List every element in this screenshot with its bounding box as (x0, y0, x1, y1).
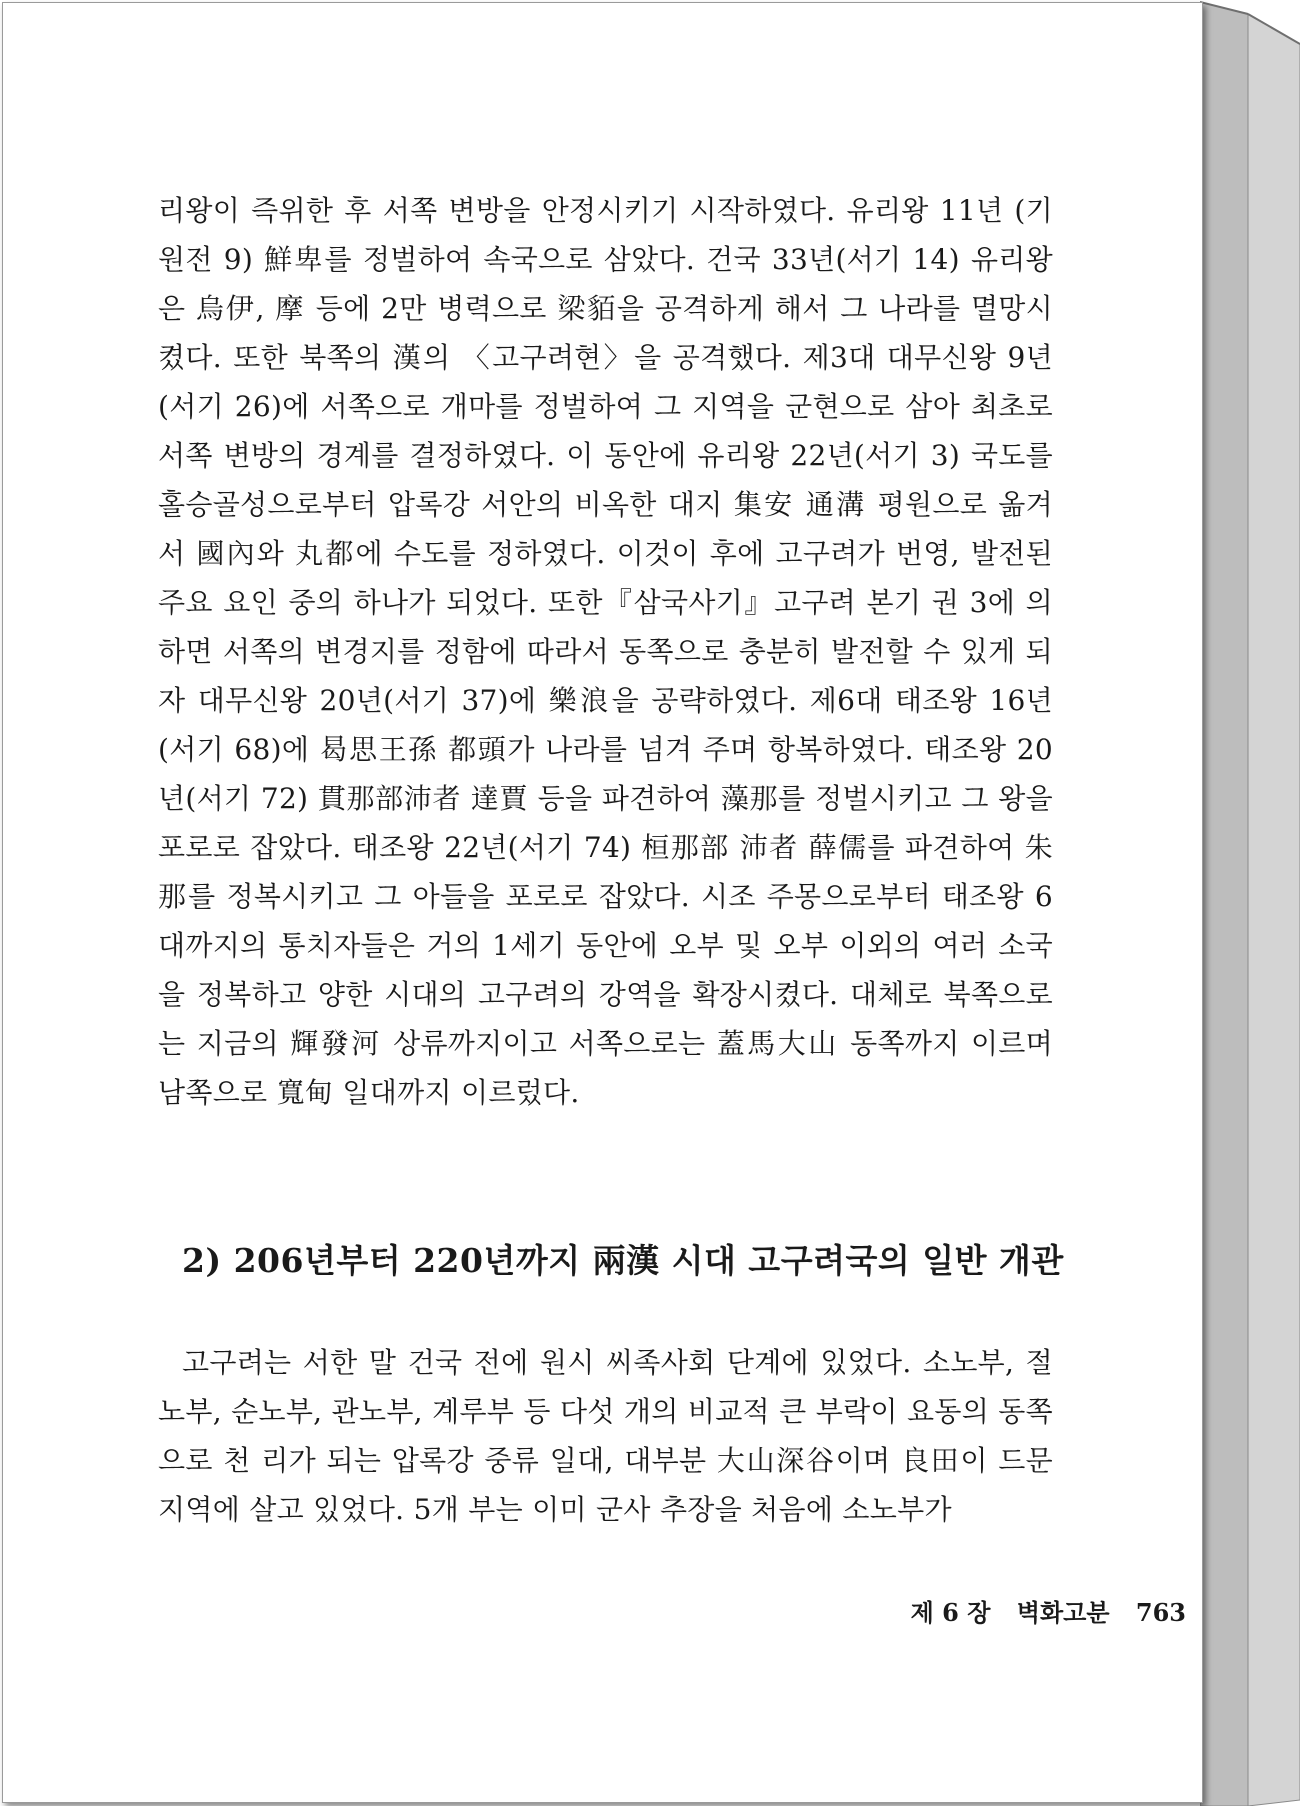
book-thickness-edge (1200, 0, 1300, 1806)
footer-chapter-title: 벽화고분 (1016, 1598, 1110, 1627)
section-heading: 2) 206년부터 220년까지 兩漢 시대 고구려국의 일반 개관 (182, 1241, 1064, 1280)
body-paragraph-2: 고구려는 서한 말 건국 전에 원시 씨족사회 단계에 있었다. 소노부, 절노부, 순노부, 관노부, 계루부 등 다섯 개의 비교적 큰 부락이 요동의 동쪽으로 천 리가 되는 압록강 중류 일대, 대부분 大山深谷이며 良田이 드문 지역에 살고 있었다. 5개 부는 이미 군사 추장을 처음에 소노부가 (158, 1346, 1053, 1526)
body-paragraph-1: 리왕이 즉위한 후 서쪽 변방을 안정시키기 시작하였다. 유리왕 11년 (기원전 9) 鮮卑를 정벌하여 속국으로 삼았다. 건국 33년(서기 14) 유리왕은 烏伊, 摩 등에 2만 병력으로 梁貊을 공격하게 해서 그 나라를 멸망시켰다. 또한 북쪽의 漢의 〈고구려현〉을 공격했다. 제3대 대무신왕 9년(서기 26)에 서쪽으로 개마를 정벌하여 그 지역을 군현으로 삼아 최초로 서쪽 변방의 경계를 결정하였다. 이 동안에 유리왕 22년(서기 3) 국도를 홀승골성으로부터 압록강 서안의 비옥한 대지 集安 通溝 평원으로 옮겨서 國內와 丸都에 수도를 정하였다. 이것이 후에 고구려가 번영, 발전된 주요 요인 중의 하나가 되었다. 또한『삼국사기』고구려 본기 권 3에 의하면 서쪽의 변경지를 정함에 따라서 동쪽으로 충분히 발전할 수 있게 되자 대무신왕 20년(서기 37)에 樂浪을 공략하였다. 제6대 태조왕 16년(서기 68)에 曷思王孫 都頭가 나라를 넘겨 주며 항복하였다. 태조왕 20년(서기 72) 貫那部沛者 達賈 등을 파견하여 藻那를 정벌시키고 그 왕을 포로로 잡았다. 태조왕 22년(서기 74) 桓那部 沛者 薛儒를 파견하여 朱那를 정복시키고 그 아들을 포로로 잡았다. 시조 주몽으로부터 태조왕 6대까지의 통치자들은 거의 1세기 동안에 오부 및 오부 이외의 여러 소국을 정복하고 양한 시대의 고구려의 강역을 확장시켰다. 대체로 북쪽으로는 지금의 輝發河 상류까지이고 서쪽으로는 蓋馬大山 동쪽까지 이르며 남쪽으로 寬甸 일대까지 이르렀다. (158, 194, 1053, 1109)
page-footer (778, 1593, 1186, 1628)
page-number: 763 (1135, 1598, 1186, 1627)
book-page (2, 2, 1203, 1803)
footer-chapter: 제 6 장 (910, 1598, 991, 1627)
